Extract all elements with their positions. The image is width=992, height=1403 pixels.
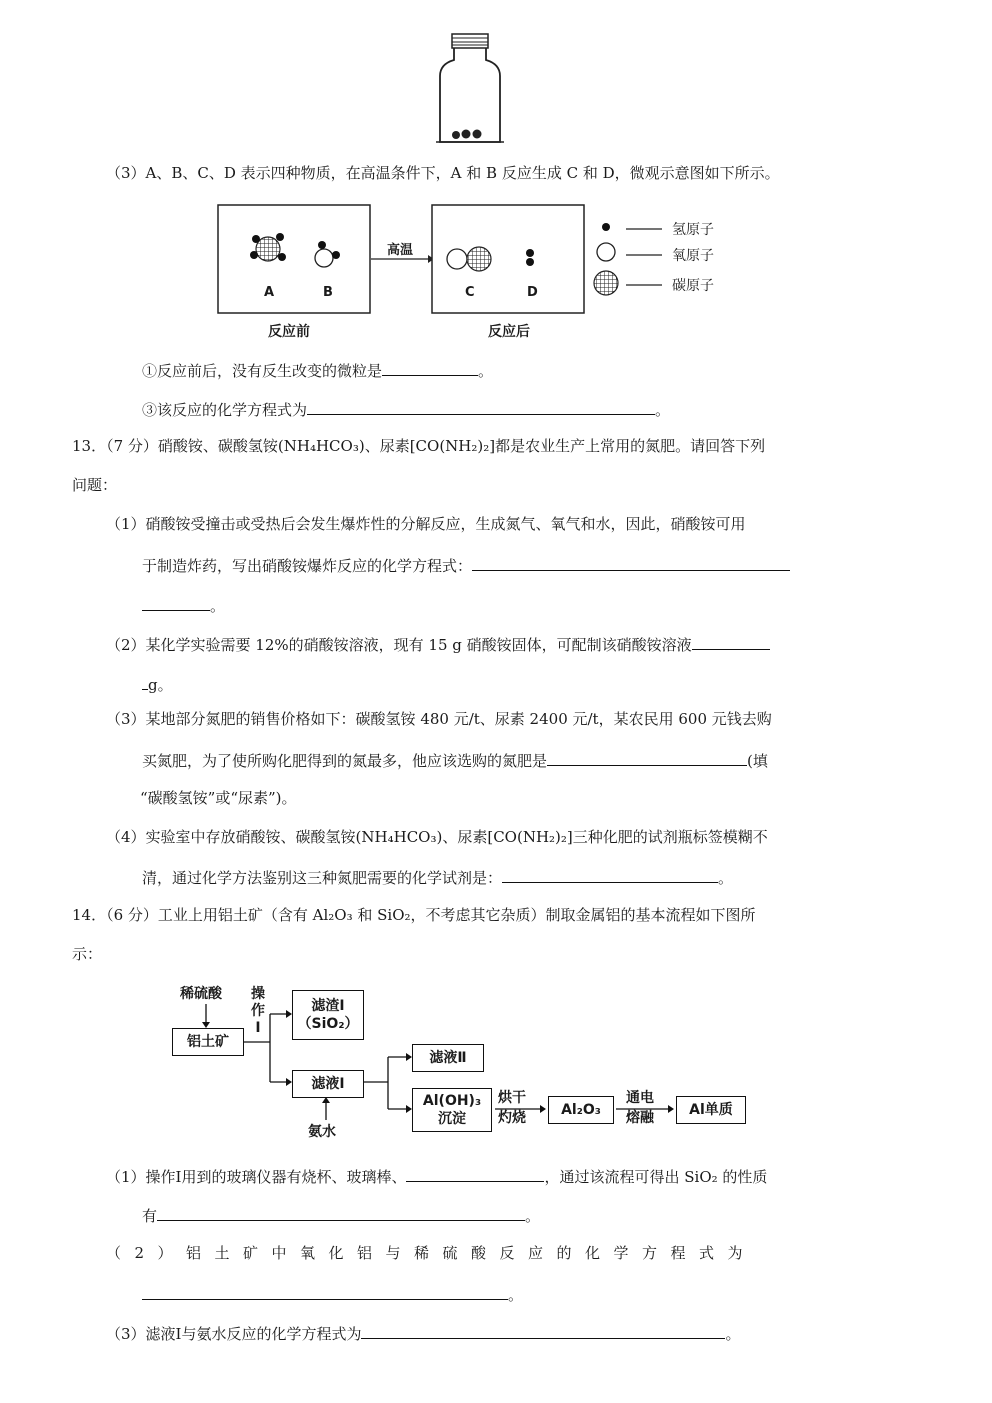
- flow-filtrate-2: 滤液Ⅱ: [412, 1044, 484, 1072]
- answer-blank[interactable]: [406, 1165, 544, 1182]
- q14-stem-2: 示：: [72, 945, 103, 963]
- hydrogen-legend-icon: [602, 223, 610, 231]
- q13-p4-2: 清，通过化学方法鉴别这三种氮肥需要的化学试剂是： 。: [142, 866, 733, 888]
- q14-stem: 14．（6 分）工业上用铝土矿（含有 Al₂O₃ 和 SiO₂，不考虑其它杂质）制取金属铝的基本流程如下图所: [72, 906, 756, 924]
- after-label: 反应后: [488, 324, 530, 340]
- q13-p1-3: 。: [142, 594, 225, 616]
- oxygen-legend-icon: [597, 243, 615, 261]
- label-c: C: [465, 285, 475, 300]
- q13-p2: （2）某化学实验需要 12%的硝酸铵溶液，现有 15 g 硝酸铵固体，可配制该硝酸铵溶液: [106, 633, 770, 655]
- q14-p1-2: 有 。: [142, 1204, 540, 1226]
- q13-p3-2: 买氮肥，为了使所购化肥得到的氮最多，他应该选购的氮肥是 (填: [142, 749, 768, 771]
- legend-carbon: 碳原子: [672, 278, 714, 294]
- q13-p4: （4）实验室中存放硝酸铵、碳酸氢铵(NH₄HCO₃)、尿素[CO(NH₂)₂]三种化肥的试剂瓶标签模糊不: [106, 828, 768, 846]
- q13-p2-2: g。: [142, 673, 173, 695]
- q13-p3: （3）某地部分氮肥的销售价格如下：碳酸氢铵 480 元/t、尿素 2400 元/t，某农民用 600 元钱去购: [106, 710, 772, 728]
- flow-metal: Al单质: [676, 1096, 746, 1124]
- legend-hydrogen: 氢原子: [672, 222, 714, 238]
- label-d: D: [527, 285, 538, 300]
- answer-blank[interactable]: [472, 554, 790, 571]
- q13-p1: （1）硝酸铵受撞击或受热后会发生爆炸性的分解反应，生成氮气、氧气和水，因此，硝酸铵可用: [106, 515, 746, 533]
- carbon-legend-icon: [594, 271, 618, 295]
- answer-blank[interactable]: [142, 594, 210, 611]
- answer-blank[interactable]: [382, 359, 478, 376]
- q12-3-intro: （3）A、B、C、D 表示四种物质，在高温条件下，A 和 B 反应生成 C 和 D，微观示意图如下所示。: [106, 164, 780, 182]
- answer-blank[interactable]: [307, 398, 655, 415]
- arrow-label: 高温: [387, 243, 414, 258]
- flow-electrify: 通电: [626, 1090, 654, 1106]
- micro-diagram: [216, 203, 736, 343]
- flow-oxide: Al₂O₃: [548, 1096, 614, 1124]
- before-label: 反应前: [268, 324, 310, 340]
- answer-blank[interactable]: [142, 1283, 508, 1300]
- gas-bottle-illustration: [430, 30, 510, 146]
- answer-blank[interactable]: [502, 866, 718, 883]
- q13-stem-2: 问题：: [72, 476, 118, 494]
- flow-ammonia: 氨水: [308, 1124, 336, 1140]
- flow-burn: 灼烧: [498, 1110, 526, 1126]
- q14-p2: （2）铝土矿中氧化铝与稀硫酸反应的化学方程式为: [106, 1244, 757, 1262]
- q12-sub1: ①反应前后，没有反生改变的微粒是 。: [142, 359, 493, 381]
- q14-p1: （1）操作Ⅰ用到的玻璃仪器有烧杯、玻璃棒、 ，通过该流程可得出 SiO₂ 的性质: [106, 1165, 767, 1187]
- flow-operation: 操作Ⅰ: [251, 986, 265, 1036]
- answer-blank[interactable]: [692, 633, 770, 650]
- q13-p1-2: 于制造炸药，写出硝酸铵爆炸反应的化学方程式：: [142, 554, 790, 576]
- q13-stem: 13．（7 分）硝酸铵、碳酸氢铵(NH₄HCO₃)、尿素[CO(NH₂)₂]都是农业生产上常用的氮肥。请回答下列: [72, 437, 766, 455]
- label-a: A: [264, 285, 275, 300]
- q14-p2-2: 。: [142, 1283, 523, 1305]
- particle: [452, 131, 460, 139]
- answer-blank[interactable]: [157, 1204, 525, 1221]
- flow-residue: 滤渣Ⅰ （SiO₂）: [292, 990, 364, 1040]
- particle: [473, 130, 482, 139]
- answer-blank[interactable]: [361, 1322, 725, 1339]
- flow-ore: 铝土矿: [172, 1028, 244, 1056]
- before-box: [218, 205, 370, 313]
- legend-oxygen: 氧原子: [672, 248, 714, 264]
- process-flowchart: [170, 982, 770, 1147]
- q12-sub3: ③该反应的化学方程式为 。: [142, 398, 670, 420]
- label-b: B: [323, 285, 333, 300]
- particle: [462, 130, 471, 139]
- flow-filtrate-1: 滤液Ⅰ: [292, 1070, 364, 1098]
- flow-acid: 稀硫酸: [180, 986, 222, 1002]
- flow-dry: 烘干: [498, 1090, 526, 1106]
- flow-melt: 熔融: [626, 1110, 654, 1126]
- answer-blank[interactable]: [547, 749, 747, 766]
- q14-p3: （3）滤液Ⅰ与氨水反应的化学方程式为 。: [106, 1322, 741, 1344]
- flow-precipitate: Al(OH)₃ 沉淀: [412, 1088, 492, 1132]
- q13-p3-3: “碳酸氢铵”或“尿素”)。: [140, 789, 297, 807]
